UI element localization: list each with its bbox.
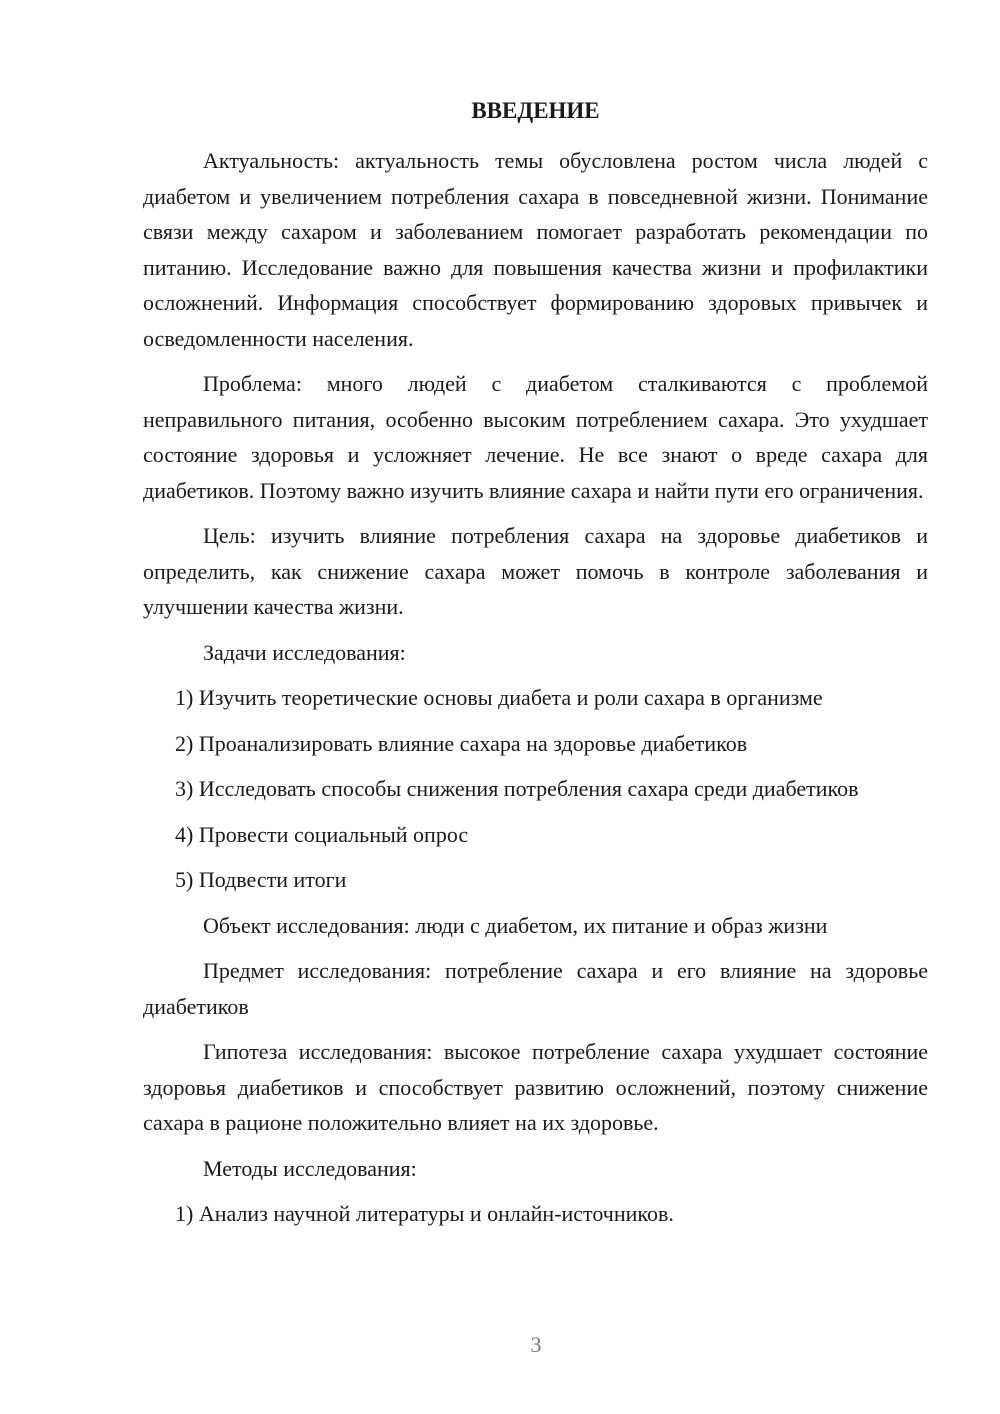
tasks-heading: Задачи исследования: [203,639,406,665]
task-item-5: 5) Подвести итоги [175,867,347,892]
paragraph-goal: Цель: изучить влияние потребления сахара на здоровье диабетиков и определить, как снижение сахара может помочь в контроле заболевания и улучшении качества жизни. [143,523,928,619]
page-title: ВВЕДЕНИЕ [471,98,600,123]
task-item-3: 3) Исследовать способы снижения потребления сахара среди диабетиков [175,776,859,801]
methods-heading: Методы исследования: [203,1155,417,1181]
paragraph-hypothesis: Гипотеза исследования: высокое потребление сахара ухудшает состояние здоровья диабетиков и способствует развитию осложнений, поэтому снижение сахара в рационе положительно влияет на их здоровье. [143,1039,928,1135]
page-number: 3 [530,1332,542,1357]
method-item-1: 1) Анализ научной литературы и онлайн-источников. [175,1201,674,1226]
task-item-2: 2) Проанализировать влияние сахара на здоровье диабетиков [175,730,748,756]
paragraph-problem: Проблема: много людей с диабетом сталкиваются с проблемой неправильного питания, особенно высоким потреблением сахара. Это ухудшает состояние здоровья и усложняет лечение. Не все знают о вреде сахара для диабетиков. Поэтому важно изучить влияние сахара и найти пути его ограничения. [143,371,928,503]
paragraph-relevance: Актуальность: актуальность темы обусловлена ростом числа людей с диабетом и увеличением потребления сахара в повседневной жизни. Понимание связи между сахаром и заболеванием помогает разработать рекомендации по питанию. Исследование важно для повышения качества жизни и профилактики осложнений. Информация способствует формированию здоровых привычек и осведомленности населения. [143,148,928,351]
task-item-1: 1) Изучить теоретические основы диабета и роли сахара в организме [175,685,823,710]
paragraph-subject: Предмет исследования: потребление сахара и его влияние на здоровье диабетиков [143,958,928,1019]
task-item-4: 4) Провести социальный опрос [175,821,469,847]
page-content [143,143,928,1242]
paragraph-object: Объект исследования: люди с диабетом, их питание и образ жизни [203,912,828,938]
